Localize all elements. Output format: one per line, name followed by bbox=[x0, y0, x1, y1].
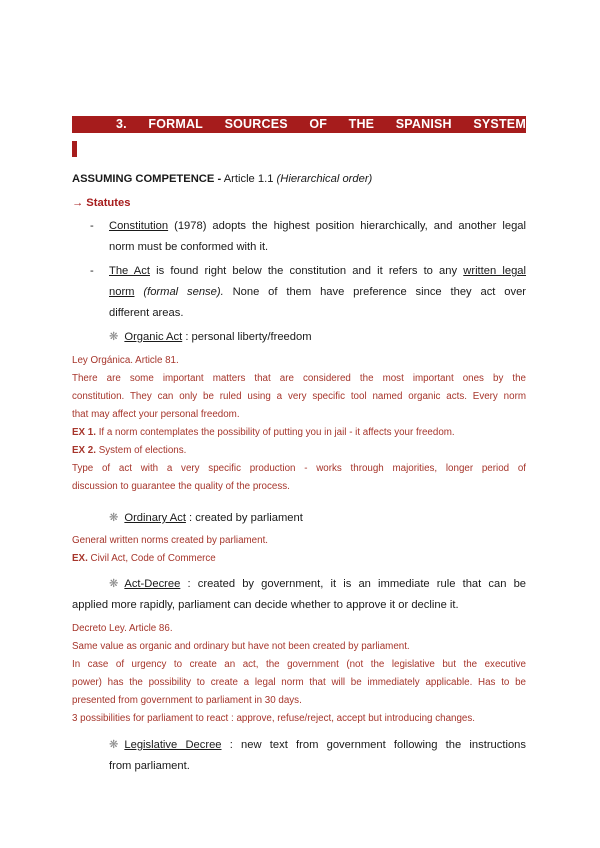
section-title bbox=[72, 116, 526, 133]
competence-article: Article 1.1 bbox=[223, 173, 274, 185]
example-text: Civil Act, Code of Commerce bbox=[90, 553, 216, 564]
competence-bold: ASSUMING COMPETENCE - bbox=[72, 173, 222, 185]
organic-act-term: Organic Act bbox=[124, 331, 183, 343]
note-line: power) has the possibility to create a legal norm that will be immediately applicable. Has to be bbox=[72, 677, 526, 688]
organic-act-item bbox=[109, 330, 312, 344]
legislative-decree-text-2: from parliament. bbox=[109, 760, 190, 772]
norm-term: norm bbox=[109, 286, 135, 298]
title-continuation-mark bbox=[72, 141, 77, 157]
legislative-decree-item bbox=[109, 735, 526, 777]
note-line: Same value as organic and ordinary but have not been created by parliament. bbox=[72, 641, 410, 652]
note-line: Ley Orgánica. Article 81. bbox=[72, 355, 179, 366]
organic-act-notes bbox=[72, 352, 526, 496]
the-act-text-3: different areas. bbox=[109, 307, 184, 319]
the-act-term: The Act bbox=[109, 265, 150, 277]
constitution-text-2: norm must be conformed with it. bbox=[109, 241, 269, 253]
ordinary-act-desc: : created by parliament bbox=[189, 512, 303, 524]
example-text: If a norm contemplates the possibility of putting you in jail - it affects your freedom. bbox=[98, 427, 455, 438]
note-line: discussion to guarantee the quality of the process. bbox=[72, 481, 290, 492]
example-label: EX. bbox=[72, 553, 88, 564]
ordinary-act-item bbox=[109, 511, 303, 525]
star-bullet-icon: ❋ bbox=[109, 512, 119, 524]
written-legal-term: written legal bbox=[463, 265, 527, 277]
note-line: constitution. They can only be ruled using a very specific tool named organic acts. Every norm bbox=[72, 391, 526, 402]
competence-heading bbox=[72, 172, 372, 186]
title-word: 3. bbox=[116, 117, 127, 131]
constitution-item bbox=[109, 216, 526, 258]
example-label: EX 1. bbox=[72, 427, 96, 438]
note-line: In case of urgency to create an act, the government (not the legislative but the executive bbox=[72, 659, 526, 670]
note-line: General written norms created by parliament. bbox=[72, 535, 269, 546]
star-bullet-icon: ❋ bbox=[109, 739, 119, 751]
statutes-label: → Statutes bbox=[72, 197, 131, 209]
star-bullet-icon: ❋ bbox=[109, 331, 119, 343]
title-word: FORMAL bbox=[148, 117, 204, 131]
example-label: EX 2. bbox=[72, 445, 96, 456]
ordinary-act-notes bbox=[72, 532, 526, 568]
act-decree-item bbox=[72, 574, 526, 616]
organic-act-desc: : personal liberty/freedom bbox=[185, 331, 312, 343]
constitution-term: Constitution bbox=[109, 220, 169, 232]
note-example bbox=[72, 550, 526, 568]
note-example bbox=[72, 424, 526, 442]
list-dash: - bbox=[90, 220, 94, 232]
constitution-text: (1978) adopts the highest position hierarchically, and another legal bbox=[174, 220, 526, 232]
act-decree-notes bbox=[72, 620, 526, 728]
the-act-item bbox=[109, 261, 526, 324]
title-word: SOURCES bbox=[224, 117, 288, 131]
ordinary-act-term: Ordinary Act bbox=[124, 512, 186, 524]
act-decree-term: Act-Decree bbox=[124, 578, 181, 590]
title-word: OF bbox=[309, 117, 328, 131]
act-decree-desc: : created by government, it is an immediate rule that can be bbox=[187, 578, 527, 590]
formal-sense: (formal sense). bbox=[143, 286, 224, 298]
star-bullet-icon: ❋ bbox=[109, 578, 119, 590]
title-word: SYSTEM bbox=[473, 117, 526, 131]
competence-order: (Hierarchical order) bbox=[276, 173, 373, 185]
note-line: 3 possibilities for parliament to react : approve, refuse/reject, accept but introducing changes. bbox=[72, 713, 475, 724]
note-example bbox=[72, 442, 526, 460]
note-line: Decreto Ley. Article 86. bbox=[72, 623, 173, 634]
legislative-decree-desc: : new text from government following the instructions bbox=[229, 739, 526, 751]
note-line: that may affect your personal freedom. bbox=[72, 409, 240, 420]
note-line: Type of act with a very specific production - works through majorities, longer period of bbox=[72, 463, 526, 474]
the-act-text: is found right below the constitution and it refers to any bbox=[156, 265, 458, 277]
the-act-text-2: None of them have preference since they act over bbox=[232, 286, 527, 298]
list-dash: - bbox=[90, 265, 94, 277]
legislative-decree-term: Legislative Decree bbox=[124, 739, 222, 751]
note-line: There are some important matters that are considered the most important ones by the bbox=[72, 373, 526, 384]
example-text: System of elections. bbox=[98, 445, 187, 456]
note-line: presented from government to parliament in 30 days. bbox=[72, 695, 302, 706]
title-word: THE bbox=[348, 117, 375, 131]
act-decree-text-2: applied more rapidly, parliament can decide whether to approve it or decline it. bbox=[72, 599, 459, 611]
title-word: SPANISH bbox=[395, 117, 452, 131]
